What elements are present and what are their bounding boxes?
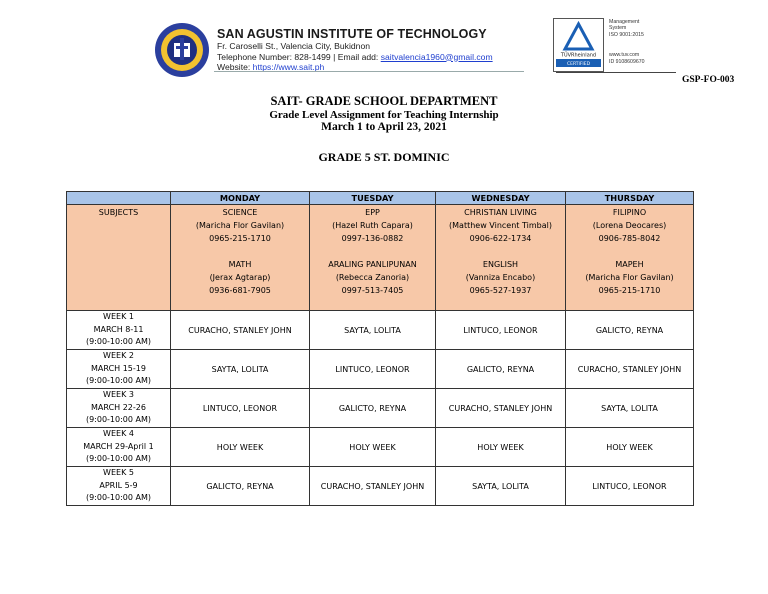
- teacher-name: (Vanniza Encabo): [465, 273, 536, 282]
- teacher-name: (Jerax Agtarap): [209, 273, 271, 282]
- week-range: MARCH 15-19: [91, 363, 146, 373]
- subjects-row: [67, 205, 694, 311]
- cert-text: [609, 19, 653, 65]
- week-number: WEEK 4: [103, 429, 134, 439]
- assignment-cell: HOLY WEEK: [310, 428, 436, 467]
- assignment-cell: SAYTA, LOLITA: [436, 467, 566, 506]
- cert-badge-sub: CERTIFIED: [566, 62, 591, 67]
- assignment-cell: CURACHO, STANLEY JOHN: [436, 389, 566, 428]
- table-row: [67, 350, 694, 389]
- subjects-label: SUBJECTS: [67, 205, 171, 311]
- school-contact: [217, 52, 537, 63]
- date-range: March 1 to April 23, 2021: [321, 121, 447, 133]
- cert-small: www.tuv.com: [609, 52, 640, 59]
- school-info: [217, 27, 537, 73]
- week-time: (9:00-10:00 AM): [85, 493, 152, 503]
- school-name: SAN AGUSTIN INSTITUTE OF TECHNOLOGY: [217, 27, 487, 41]
- week-time: (9:00-10:00 AM): [85, 337, 152, 347]
- teacher-phone: 0906-785-8042: [598, 234, 661, 243]
- assignment-cell: CURACHO, STANLEY JOHN: [566, 350, 694, 389]
- week-number: WEEK 5: [103, 468, 134, 478]
- day-header-thursday: THURSDAY: [566, 192, 694, 205]
- teacher-phone: 0965-527-1937: [469, 286, 532, 295]
- assignment-cell: GALICTO, REYNA: [171, 467, 310, 506]
- week-range: APRIL 5-9: [99, 480, 138, 490]
- assignment-cell: SAYTA, LOLITA: [171, 350, 310, 389]
- assignment-cell: HOLY WEEK: [171, 428, 310, 467]
- teacher-phone: 0936-681-7905: [209, 286, 271, 295]
- assignment-cell: SAYTA, LOLITA: [310, 311, 436, 350]
- header-corner-cell: [67, 192, 171, 205]
- department-title: SAIT- GRADE SCHOOL DEPARTMENT: [270, 94, 498, 108]
- cert-badge-text: TÜVRheinland: [560, 52, 597, 59]
- assignment-cell: LINTUCO, LEONOR: [436, 311, 566, 350]
- week-range: MARCH 8-11: [93, 324, 144, 334]
- teacher-name: (Maricha Flor Gavilan): [195, 221, 285, 230]
- teacher-name: (Rebecca Zanoria): [335, 273, 410, 282]
- table-row: [67, 311, 694, 350]
- teacher-name: (Lorena Deocares): [592, 221, 667, 230]
- grade-section-title: GRADE 5 ST. DOMINIC: [318, 150, 450, 164]
- week-time: (9:00-10:00 AM): [85, 415, 152, 425]
- week-label-cell: [67, 389, 171, 428]
- table-row: [67, 428, 694, 467]
- assignment-cell: HOLY WEEK: [566, 428, 694, 467]
- cert-line: ISO 9001:2015: [609, 31, 644, 38]
- subject-name: ARALING PANLIPUNAN: [328, 260, 417, 269]
- subject-cell-monday: [171, 205, 310, 311]
- week-label-cell: [67, 350, 171, 389]
- week-time: (9:00-10:00 AM): [85, 376, 152, 386]
- assignment-cell: GALICTO, REYNA: [436, 350, 566, 389]
- teacher-phone: 0906-622-1734: [469, 234, 532, 243]
- website-prefix: Website:: [217, 62, 253, 72]
- assignment-cell: CURACHO, STANLEY JOHN: [171, 311, 310, 350]
- assignment-cell: GALICTO, REYNA: [566, 311, 694, 350]
- subject-name: SCIENCE: [222, 208, 258, 217]
- subject-cell-tuesday: [310, 205, 436, 311]
- website-link[interactable]: https://www.sait.ph: [252, 62, 325, 72]
- subject-name: EPP: [365, 208, 380, 217]
- tuv-certified-badge: [553, 18, 604, 72]
- subject-name: FILIPINO: [612, 208, 647, 217]
- day-header-monday: MONDAY: [171, 192, 310, 205]
- day-header-tuesday: TUESDAY: [310, 192, 436, 205]
- cert-line: System: [609, 25, 627, 32]
- document-subtitle: Grade Level Assignment for Teaching Internship: [269, 108, 499, 121]
- teacher-name: (Matthew Vincent Timbal): [449, 221, 552, 230]
- day-header-wednesday: WEDNESDAY: [436, 192, 566, 205]
- subject-cell-thursday: [566, 205, 694, 311]
- cert-divider: [556, 72, 676, 73]
- week-label-cell: [67, 311, 171, 350]
- week-range: MARCH 22-26: [91, 402, 146, 412]
- week-number: WEEK 3: [103, 390, 134, 400]
- assignment-cell: GALICTO, REYNA: [310, 389, 436, 428]
- teacher-phone: 0997-136-0882: [341, 234, 404, 243]
- assignment-cell: LINTUCO, LEONOR: [310, 350, 436, 389]
- assignment-cell: CURACHO, STANLEY JOHN: [310, 467, 436, 506]
- tuv-triangle-icon: [554, 19, 603, 71]
- teacher-phone: 0965-215-1710: [209, 234, 271, 243]
- certification-block: [553, 18, 653, 70]
- title-block: [0, 95, 768, 134]
- teacher-name: (Maricha Flor Gavilan): [585, 273, 674, 282]
- contact-prefix: Telephone Number: 828-1499 | Email add:: [217, 51, 381, 62]
- cert-line: Management: [609, 19, 640, 25]
- week-label-cell: [67, 467, 171, 506]
- teacher-phone: 0997-513-7405: [341, 286, 404, 295]
- subject-name: CHRISTIAN LIVING: [464, 208, 537, 217]
- subject-cell-wednesday: [436, 205, 566, 311]
- assignment-cell: HOLY WEEK: [436, 428, 566, 467]
- week-label-cell: [67, 428, 171, 467]
- subject-name: ENGLISH: [482, 260, 519, 269]
- assignment-cell: LINTUCO, LEONOR: [566, 467, 694, 506]
- assignment-cell: LINTUCO, LEONOR: [171, 389, 310, 428]
- assignment-cell: SAYTA, LOLITA: [566, 389, 694, 428]
- subject-name: MAPEH: [615, 260, 644, 269]
- week-number: WEEK 2: [103, 351, 134, 361]
- cert-small: ID 9108609670: [609, 58, 645, 65]
- teacher-name: (Hazel Ruth Capara): [332, 221, 413, 230]
- table-row: [67, 467, 694, 506]
- teacher-phone: 0965-215-1710: [598, 286, 661, 295]
- week-number: WEEK 1: [103, 312, 134, 322]
- header-divider: [214, 71, 524, 72]
- email-link[interactable]: saitvalencia1960@gmail.com: [380, 51, 493, 62]
- document-code: GSP-FO-003: [682, 75, 735, 85]
- school-seal-logo: [154, 22, 210, 78]
- week-time: (9:00-10:00 AM): [85, 454, 152, 464]
- school-address: Fr. Caroselli St., Valencia City, Bukidnon: [217, 41, 370, 51]
- schedule-table: [66, 191, 694, 506]
- table-header-row: [67, 192, 694, 205]
- week-range: MARCH 29-April 1: [83, 441, 154, 451]
- table-row: [67, 389, 694, 428]
- subject-name: MATH: [228, 260, 252, 269]
